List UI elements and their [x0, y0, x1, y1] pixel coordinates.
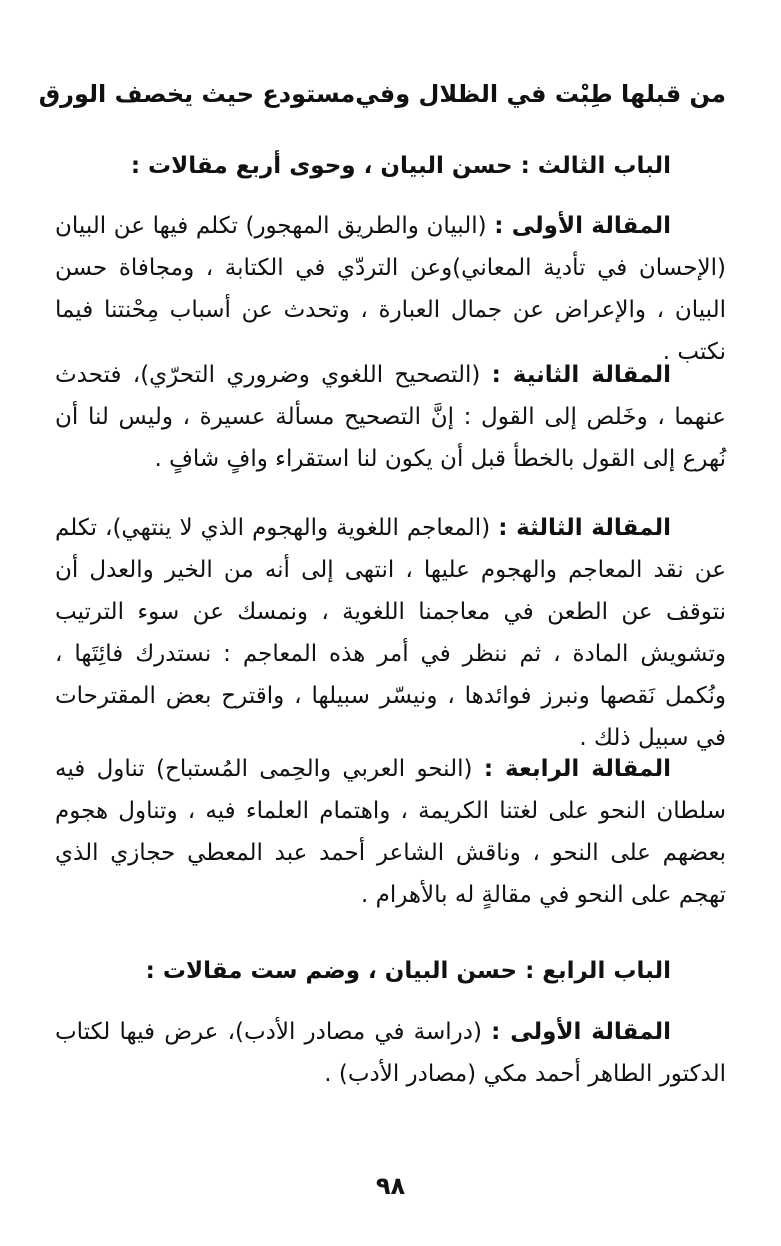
article-4-paragraph — [55, 748, 726, 916]
article-1-label: المقالة الأولى : — [494, 213, 672, 239]
article-2-text: (التصحيح اللغوي وضروري التحرّي)، فتحدث عنهما ، وخَلص إلى القول : إنَّ التصحيح مسألة عسيرة ، وليس لنا أن نُهرع إلى القول بالخطأ قبل أن يكون لنا استقراء وافٍ شافٍ . — [55, 362, 726, 472]
article-4-label: المقالة الرابعة : — [483, 756, 672, 782]
chapter-4-text: حسن البيان ، وضم ست مقالات : — [145, 958, 518, 984]
article-3-text: (المعاجم اللغوية والهجوم الذي لا ينتهي)، تكلم عن نقد المعاجم والهجوم عليها ، انتهى إلى أنه من الخير والعدل أن نتوقف عن الطعن في معاجمنا اللغوية ، ونمسك عن سوء الترتيب وتشويش المادة ، ثم ننظر في أمر هذه المعاجم : نستدرك فائِتَها ، ونُكمل نَقصها ونبرز فوائدها ، ونيسّر سبيلها ، واقترح بعض المقترحات في سبيل ذلك . — [55, 515, 726, 751]
article-4-text: (النحو العربي والحِمى المُستباح) تناول فيه سلطان النحو على لغتنا الكريمة ، واهتمام العلماء فيه ، وتناول هجوم بعضهم على النحو ، وناقش الشاعر أحمد عبد المعطي حجازي الذي تهجم على النحو في مقالةٍ له بالأهرام . — [55, 756, 726, 908]
chapter-4-heading — [55, 950, 671, 992]
article-1-text: (البيان والطريق المهجور) تكلم فيها عن البيان (الإحسان في تأدية المعاني)وعن التردّي في الكتابة ، ومجافاة حسن البيان ، والإعراض عن جمال العبارة ، وتحدث عن أسباب مِحْنتنا فيما نكتب . — [55, 213, 726, 365]
chapter-4-article-1-paragraph — [55, 1011, 726, 1095]
article-2-paragraph — [55, 354, 726, 480]
page-number: ٩٨ — [375, 1172, 406, 1200]
poetry-verse — [38, 70, 726, 118]
verse-second-hemistich: مستودع حيث يخصف الورق — [38, 80, 356, 108]
article-1-paragraph — [55, 205, 726, 373]
chapter-3-label: الباب الثالث : — [520, 153, 671, 179]
article-3-label: المقالة الثالثة : — [498, 515, 672, 541]
chapter-4-article-1-label: المقالة الأولى : — [491, 1019, 672, 1045]
chapter-4-label: الباب الرابع : — [525, 958, 671, 984]
chapter-4-article-1-text: (دراسة في مصادر الأدب)، عرض فيها لكتاب الدكتور الطاهر أحمد مكي (مصادر الأدب) . — [55, 1019, 726, 1087]
chapter-3-text: حسن البيان ، وحوى أربع مقالات : — [130, 153, 513, 179]
verse-first-hemistich: من قبلها طِبْت في الظلال وفي — [355, 80, 726, 108]
article-2-label: المقالة الثانية : — [491, 362, 671, 388]
chapter-3-heading — [55, 145, 671, 187]
article-3-paragraph — [55, 507, 726, 759]
